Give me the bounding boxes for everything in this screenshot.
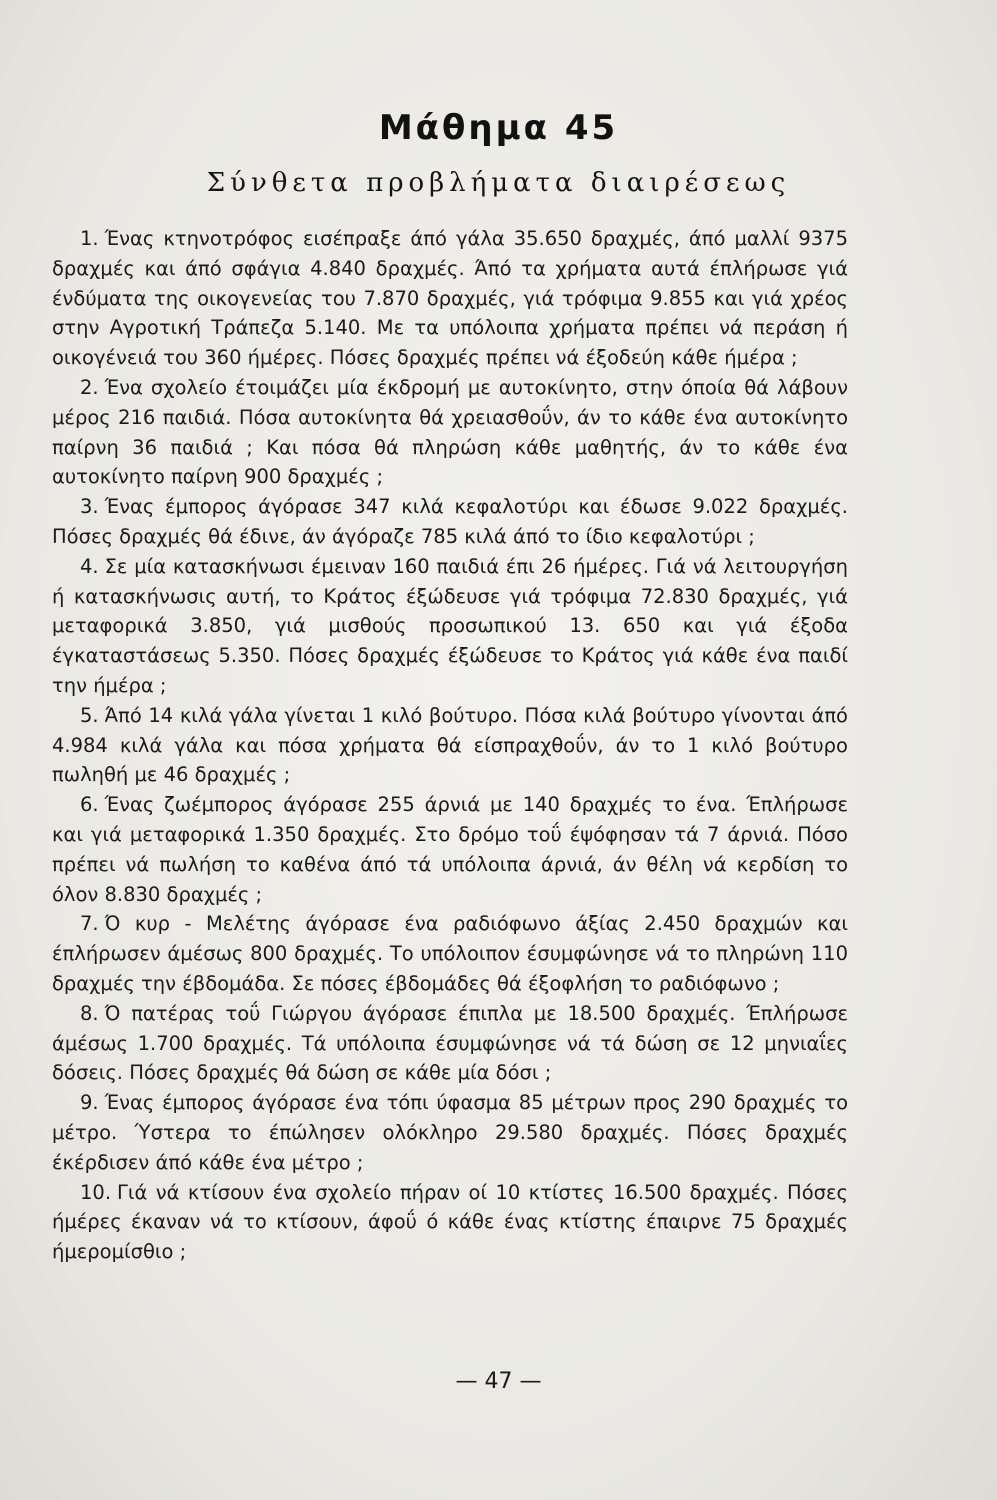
problem-number: 2. bbox=[80, 375, 99, 399]
problem-text: Ένα σχολείο έτοιμάζει μία έκδρομή με αυτοκίνητο, στην όποία θά λάβουν μέρος 216 παιδιά. Πόσα αυτοκίνητα θά χρειασθοΰν, άν το κάθε ένα αυτοκίνητο παίρνη 36 παιδιά ; Και πόσα θά πληρώση κάθε μαθητής, άν το κάθε ένα αυτοκίνητο παίρνη 900 δραχμές ; bbox=[52, 375, 848, 489]
problem-text: Ένας έμπορος άγόρασε ένα τόπι ύφασμα 85 μέτρων προς 290 δραχμές το μέτρο. Ύστερα το έπώλησεν ολόκληρο 29.580 δραχμές. Πόσες δραχμές έκέρδισεν άπό κάθε ένα μέτρο ; bbox=[52, 1091, 848, 1174]
problem-3 bbox=[52, 492, 848, 552]
problem-10 bbox=[52, 1178, 848, 1267]
problem-list bbox=[52, 224, 848, 1267]
problem-number: 8. bbox=[80, 1001, 99, 1025]
problem-number: 3. bbox=[80, 495, 99, 519]
problem-number: 10. bbox=[80, 1180, 112, 1204]
problem-text: Ένας ζωέμπορος άγόρασε 255 άρνιά με 140 δραχμές το ένα. Έπλήρωσε και γιά μεταφορικά 1.350 δραχμές. Στο δρόμο τοΰ έψόφησαν τά 7 άρνιά. Πόσο πρέπει νά πωλήση το καθένα άπό τά υπόλοιπα άρνιά, άν θέλη νά κερδίση το όλον 8.830 δραχμές ; bbox=[52, 793, 848, 906]
problem-2 bbox=[52, 373, 848, 492]
problem-text: Ό κυρ - Μελέτης άγόρασε ένα ραδιόφωνο άξίας 2.450 δραχμών και έπλήρωσεν άμέσως 800 δραχμές. Το υπόλοιπον έσυμφώνησε νά το πληρώνη 110 δραχμές την έβδομάδα. Σε πόσες έβδομάδες θά έξοφλήση το ραδιόφωνο ; bbox=[52, 912, 848, 995]
problem-9 bbox=[52, 1088, 848, 1177]
problem-text: Ένας κτηνοτρόφος εισέπραξε άπό γάλα 35.650 δραχμές, άπό μαλλί 9375 δραχμές και άπό σφάγια 4.840 δραχμές. Άπό τα χρήματα αυτά έπλήρωσε γιά ένδύματα της οικογενείας του 7.870 δραχμές, γιά τρόφιμα 9.855 και γιά χρέος στην Αγροτική Τράπεζα 5.140. Με τα υπόλοιπα χρήματα πρέπει νά περάση ή οικογένειά του 360 ήμέρες. Πόσες δραχμές πρέπει νά έξοδεύη κάθε ήμέρα ; bbox=[52, 227, 848, 370]
problem-text: Άπό 14 κιλά γάλα γίνεται 1 κιλό βούτυρο. Πόσα κιλά βούτυρο γίνονται άπό 4.984 κιλά γάλα και πόσα χρήματα θά είσπραχθοΰν, άν το 1 κιλό βούτυρο πωληθή με 46 δραχμές ; bbox=[52, 703, 848, 787]
problem-number: 7. bbox=[80, 912, 99, 936]
problem-number: 1. bbox=[80, 227, 99, 250]
lesson-subtitle: Σύνθετα προβλήματα διαιρέσεως bbox=[206, 168, 791, 198]
problem-7 bbox=[52, 909, 848, 998]
problem-8 bbox=[52, 999, 848, 1088]
problem-6 bbox=[52, 790, 848, 909]
problem-text: Ένας έμπορος άγόρασε 347 κιλά κεφαλοτύρι και έδωσε 9.022 δραχμές. Πόσες δραχμές θά έδινε, άν άγόραζε 785 κιλά άπό το ίδιο κεφαλοτύρι ; bbox=[52, 495, 848, 548]
problem-text: Γιά νά κτίσουν ένα σχολείο πήραν οί 10 κτίστες 16.500 δραχμές. Πόσες ήμέρες έκαναν νά το κτίσουν, άφοΰ ό κάθε ένας κτίστης έπαιρνε 75 δραχμές ήμερομίσθιο ; bbox=[52, 1180, 848, 1264]
problem-5 bbox=[52, 701, 848, 790]
problem-number: 6. bbox=[80, 793, 99, 817]
problem-number: 9. bbox=[80, 1091, 99, 1115]
problem-text: Ό πατέρας τοΰ Γιώργου άγόρασε έπιπλα με 18.500 δραχμές. Έπλήρωσε άμέσως 1.700 δραχμές. Τά υπόλοιπα έσυμφώνησε νά τά δώση σε 12 μηνιαΐες δόσεις. Πόσες δραχμές θά δώση σε κάθε μία δόσι ; bbox=[52, 1001, 848, 1085]
problem-text: Σε μία κατασκήνωσι έμειναν 160 παιδιά έπι 26 ήμέρες. Γιά νά λειτουργήση ή κατασκήνωσις αυτή, το Κράτος έξώδευσε γιά τρόφιμα 72.830 δραχμές, γιά μεταφορικά 3.850, γιά μισθούς προσωπικού 13. 650 και γιά έξοδα έγκαταστάσεως 5.350. Πόσες δραχμές έξώδευσε το Κράτος γιά κάθε ένα παιδί την ήμέρα ; bbox=[52, 554, 848, 697]
lesson-title: Μάθημα 45 bbox=[378, 108, 619, 148]
problem-number: 4. bbox=[80, 554, 99, 578]
problem-4 bbox=[52, 552, 848, 701]
page-number: — 47 — bbox=[455, 1369, 542, 1394]
problem-number: 5. bbox=[80, 703, 99, 727]
problem-1 bbox=[52, 224, 848, 373]
